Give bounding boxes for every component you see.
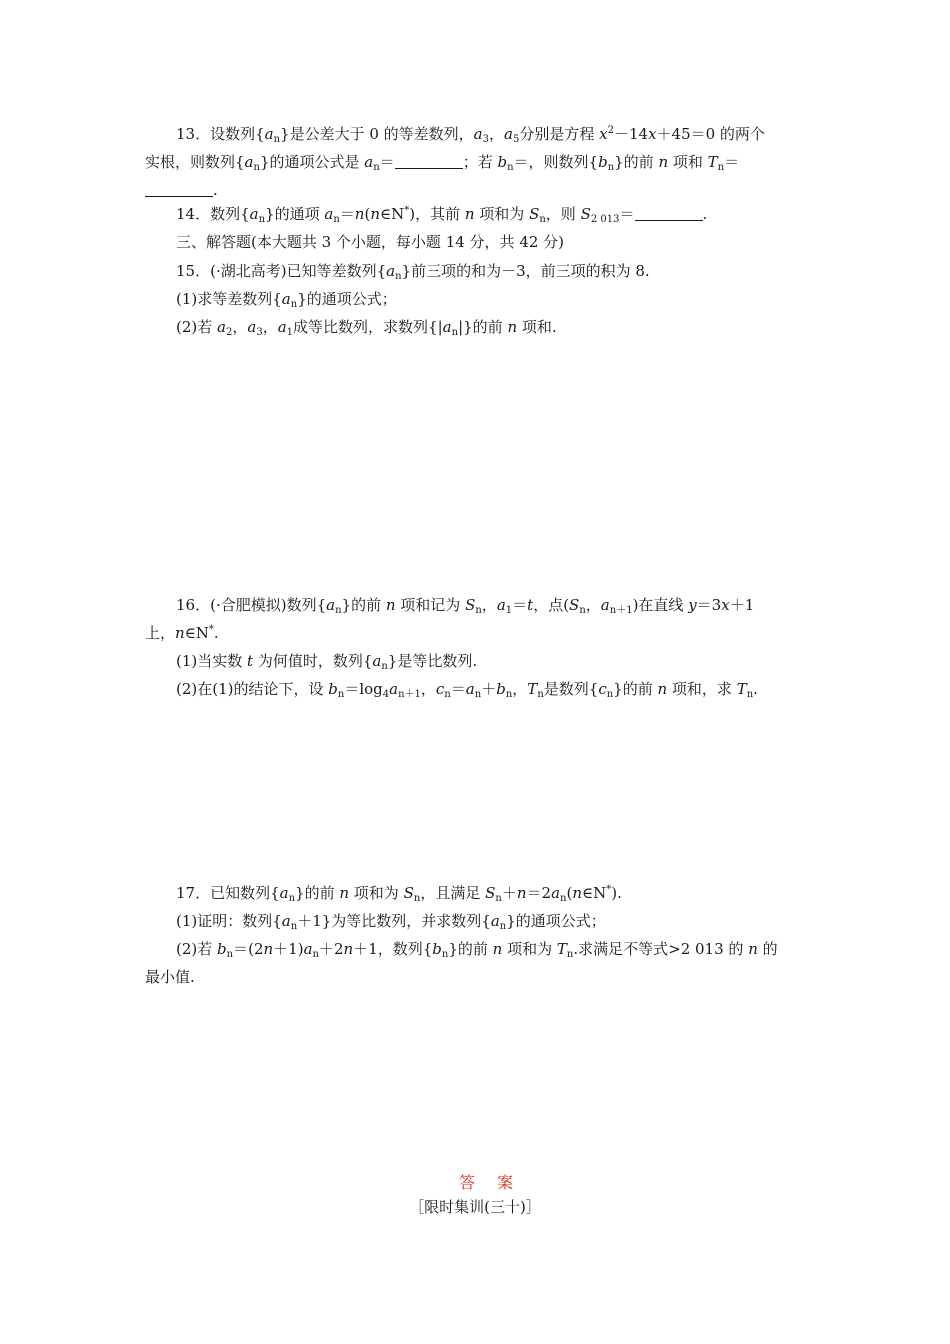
q16-line-1: 16．(·合肥模拟)数列$\{a_n\}$的前 n 项和记为 $S_n$，$a_1=t$，点($S_n$，$a_{n+1}$)在直线 y＝3x＋1 (176, 596, 755, 616)
answer-blank[interactable] (635, 206, 703, 221)
answer-subtitle: ［限时集训(三十)］ (409, 1198, 541, 1216)
q17-part-1: (1)证明：数列$\{a_n+1\}$为等比数列，并求数列$\{a_n\}$的通项公式； (176, 912, 606, 932)
q16-line-2: 上，n∈N*. (145, 624, 219, 642)
q13-line-2: 实根，则数列$\{a_n\}$的通项公式是 $a_n=$ ；若 $b_n=$，则数列$\{b_n\}$的前 n 项和 $T_n=$ (145, 153, 740, 173)
q17-line-1: 17．已知数列$\{a_n\}$的前 n 项和为 $S_n$，且满足 $S_n+n=2a_n(n\in N^*)$. (176, 884, 622, 904)
section-heading: 三、解答题(本大题共 3 个小题，每小题 14 分，共 42 分) (176, 233, 565, 251)
answer-title: 答案 (458, 1173, 535, 1192)
answer-blank[interactable] (145, 182, 213, 197)
q17-line-4: 最小值. (145, 968, 195, 986)
q15-part-1: (1)求等差数列$\{a_n\}$的通项公式； (176, 290, 397, 310)
q13-line-3: . (145, 180, 218, 200)
q17-part-2: (2)若 $b_n=(2n+1)a_n+2n+1$，数列$\{b_n\}$的前 n 项和为 $T_n$.求满足不等式>2 013 的 n 的 (176, 940, 778, 960)
q16-part-1: (1)当实数 t 为何值时，数列$\{a_n\}$是等比数列. (176, 652, 478, 672)
q15-line-1: 15．(·湖北高考)已知等差数列$\{a_n\}$前三项的和为－3，前三项的积为 8. (176, 262, 650, 282)
q13-line-1: 13．设数列$\{a_n\}$是公差大于 0 的等差数列，$a_3$，$a_5$分别是方程 $x^2-14x+45=0$ 的两个 (176, 125, 765, 145)
q16-part-2: (2)在(1)的结论下，设 $b_n=\log_4a_{n+1}$，$c_n=a_n+b_n$，$T_n$是数列$\{c_n\}$的前 n 项和，求 $T_n$. (176, 680, 758, 700)
q15-part-2: (2)若 $a_2$，$a_3$，$a_1$成等比数列，求数列$\{|a_n|\}$的前 n 项和. (176, 318, 557, 338)
answer-blank[interactable] (395, 154, 463, 169)
q14-line: 14．数列$\{a_n\}$的通项 $a_n=n(n\in N^*)$，其前 n 项和为 $S_n$，则 $S_{2 013}=$ . (176, 205, 708, 225)
